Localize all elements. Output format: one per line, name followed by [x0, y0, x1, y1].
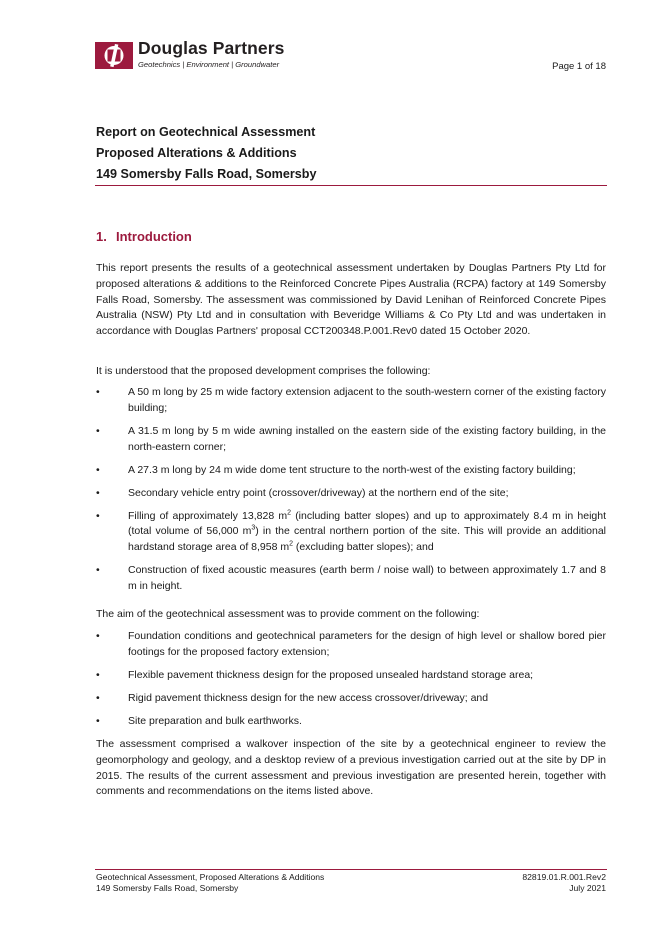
title-line-1: Report on Geotechnical Assessment — [96, 125, 316, 139]
bullet-icon: • — [96, 463, 100, 476]
footer-divider — [95, 869, 607, 870]
list-item: • A 50 m long by 25 m wide factory extension adjacent to the south-western corner of the existing factory building; — [96, 386, 607, 414]
footer-left — [96, 872, 324, 894]
bullet-icon: • — [96, 714, 100, 727]
development-lead-paragraph: It is understood that the proposed development comprises the following: — [96, 365, 431, 377]
bullet-icon: • — [96, 424, 100, 437]
title-line-2: Proposed Alterations & Additions — [96, 146, 297, 160]
list-item: • Site preparation and bulk earthworks. — [96, 714, 606, 730]
footer-report-name: Geotechnical Assessment, Proposed Alterations & Additions — [96, 872, 325, 882]
list-item: • Secondary vehicle entry point (crossover/driveway) at the northern end of the site; — [96, 486, 606, 502]
closing-paragraph: The assessment comprised a walkover inspection of the site by a geotechnical engineer to review the geomorphology and geology, and a desktop review of a previous investigation carried out at the site by DP in 2015. The results of the current assessment and previous investigation are presented herein, together with comments and recommendations on the items listed above. — [96, 738, 606, 798]
list-item: • Foundation conditions and geotechnical parameters for the design of high level or shallow bored pier footings for the proposed factory extension; — [96, 630, 606, 658]
section-title: Introduction — [116, 229, 192, 244]
title-line-3: 149 Somersby Falls Road, Somersby — [96, 167, 317, 181]
bullet-icon: • — [96, 386, 100, 398]
company-logo — [95, 38, 310, 70]
page-number: Page 1 of 18 — [552, 61, 606, 72]
list-item: • Construction of fixed acoustic measures (earth berm / noise wall) to between approximately 1.7 and 8 m in height. — [96, 564, 606, 592]
list-item: • A 27.3 m long by 24 m wide dome tent structure to the north-west of the existing factory building; — [96, 463, 606, 479]
logo-wordmark: Douglas Partners — [138, 38, 285, 58]
intro-paragraph: This report presents the results of a geotechnical assessment undertaken by Douglas Partners Pty Ltd for proposed alterations & additions to the Reinforced Concrete Pipes Australia (RCPA) factory at 149 Somersby Falls Road, Somersby. The assessment was commissioned by David Lenihan of Reinforced Concrete Pipes Australia (NSW) Pty Ltd and in consultation with Beveridge Williams & Co Pty Ltd and was undertaken in accordance with Douglas Partners' proposal CCT200348.P.001.Rev0 dated 15 October 2020. — [96, 262, 606, 338]
bullet-icon: • — [96, 691, 100, 704]
footer-right — [522, 872, 606, 894]
bullet-icon: • — [96, 564, 100, 577]
footer-site-address: 149 Somersby Falls Road, Somersby — [96, 883, 239, 893]
section-heading — [96, 229, 192, 244]
list-item: • Filling of approximately 13,828 $m^2$ (including batter slopes) and up to approximately 8.4 m in height (total volume of 56,000 $m^3$) in the central northern portion of the site. This will provide an additional hardstand storage area of 8,958 $m^2$ (excluding batter slopes); and — [96, 509, 606, 554]
report-title — [96, 122, 606, 185]
logo-tagline: Geotechnics | Environment | Groundwater — [138, 60, 280, 69]
title-divider — [95, 185, 607, 186]
list-item: • Flexible pavement thickness design for the proposed unsealed hardstand storage area; — [96, 668, 606, 684]
section-number: 1. — [96, 229, 107, 244]
bullet-icon: • — [96, 486, 100, 499]
bullet-icon: • — [96, 509, 100, 522]
bullet-icon: • — [96, 630, 100, 642]
footer-report-ref: 82819.01.R.001.Rev2 — [522, 872, 606, 882]
development-list — [96, 385, 606, 602]
aim-list — [96, 629, 606, 737]
aim-lead-paragraph: The aim of the geotechnical assessment was to provide comment on the following: — [96, 608, 480, 620]
footer-date: July 2021 — [569, 883, 606, 893]
bullet-icon: • — [96, 668, 100, 681]
list-item: • A 31.5 m long by 5 m wide awning installed on the eastern side of the existing factory building, in the north-eastern corner; — [96, 424, 606, 453]
douglas-partners-logo-icon — [95, 42, 133, 69]
list-item: • Rigid pavement thickness design for the new access crossover/driveway; and — [96, 691, 606, 707]
